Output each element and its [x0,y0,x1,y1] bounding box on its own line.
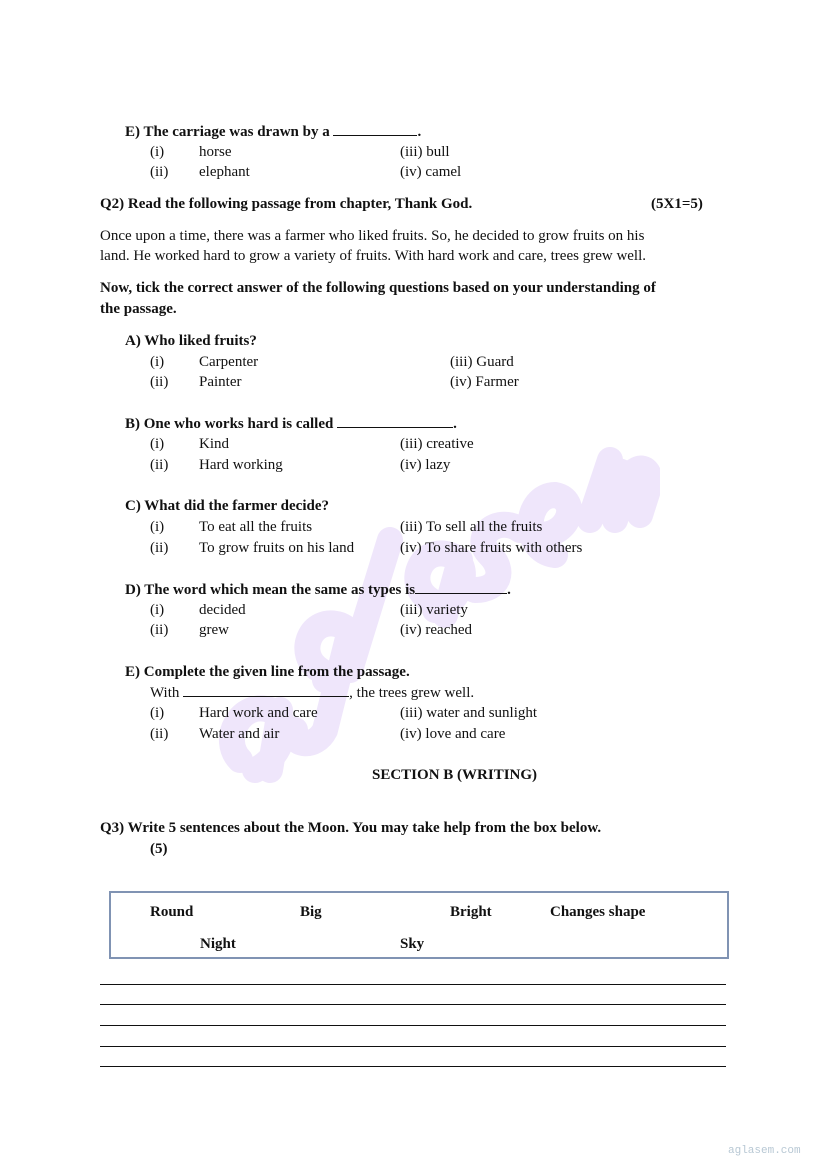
option-number: (ii) [150,726,169,742]
instruction: Now, tick the correct answer of the following questions based on your understanding of [100,280,656,296]
option: Hard working [199,457,283,473]
option: To grow fruits on his land [199,540,355,556]
question-3-title: Q3) Write 5 sentences about the Moon. You may take help from the box below. [100,820,602,836]
option: Painter [199,374,242,390]
answer-line [100,1004,726,1005]
option-number: (i) [150,519,165,535]
footer-watermark: aglasem.com [728,1145,801,1157]
option: (iv) To share fruits with others [400,540,583,556]
option-number: (ii) [150,540,169,556]
option-number: (ii) [150,457,169,473]
word-hint: Bright [450,904,492,920]
option: (iii) bull [400,144,450,160]
word-hint: Changes shape [550,904,646,920]
question-2-marks: (5X1=5) [651,196,703,212]
section-heading: SECTION B (WRITING) [372,767,538,783]
option-number: (i) [150,144,165,160]
option: To eat all the fruits [199,519,313,535]
answer-line [100,1046,726,1047]
option: horse [199,144,232,160]
question-d: D) The word which mean the same as types is . [125,582,511,598]
option: grew [199,622,229,638]
option: Kind [199,436,229,452]
question-3-marks: (5) [150,841,168,857]
option-number: (ii) [150,622,169,638]
option: (iii) Guard [450,354,514,370]
word-hint: Night [200,936,236,952]
word-hint: Sky [400,936,425,952]
question-1e: E) The carriage was drawn by a . [125,124,422,140]
word-hint: Round [150,904,194,920]
instruction: the passage. [100,301,177,317]
answer-line [100,1025,726,1026]
option: Water and air [199,726,280,742]
fill-line: With , the trees grew well. [150,685,475,701]
option-number: (ii) [150,164,169,180]
option: Carpenter [199,354,259,370]
option: (iii) creative [400,436,474,452]
option: (iv) lazy [400,457,451,473]
option-number: (ii) [150,374,169,390]
question-2-title: Q2) Read the following passage from chapter, Thank God. [100,196,473,212]
passage-line: land. He worked hard to grow a variety of fruits. With hard work and care, trees grew well. [100,248,647,264]
option: (iii) water and sunlight [400,705,538,721]
option: (iii) variety [400,602,468,618]
option: (iv) Farmer [450,374,519,390]
watermark [200,440,660,800]
question-c: C) What did the farmer decide? [125,498,330,514]
option-number: (i) [150,705,165,721]
answer-line [100,1066,726,1067]
answer-line [100,984,726,985]
option: decided [199,602,246,618]
option: (iv) reached [400,622,473,638]
passage-line: Once upon a time, there was a farmer who liked fruits. So, he decided to grow fruits on his [100,228,645,244]
option: (iv) love and care [400,726,506,742]
option: elephant [199,164,250,180]
option-number: (i) [150,602,165,618]
word-hint: Big [300,904,322,920]
option: (iv) camel [400,164,462,180]
option: (iii) To sell all the fruits [400,519,543,535]
question-a: A) Who liked fruits? [125,333,257,349]
option: Hard work and care [199,705,318,721]
question-e: E) Complete the given line from the passage. [125,664,410,680]
option-number: (i) [150,354,165,370]
question-b: B) One who works hard is called . [125,416,457,432]
option-number: (i) [150,436,165,452]
